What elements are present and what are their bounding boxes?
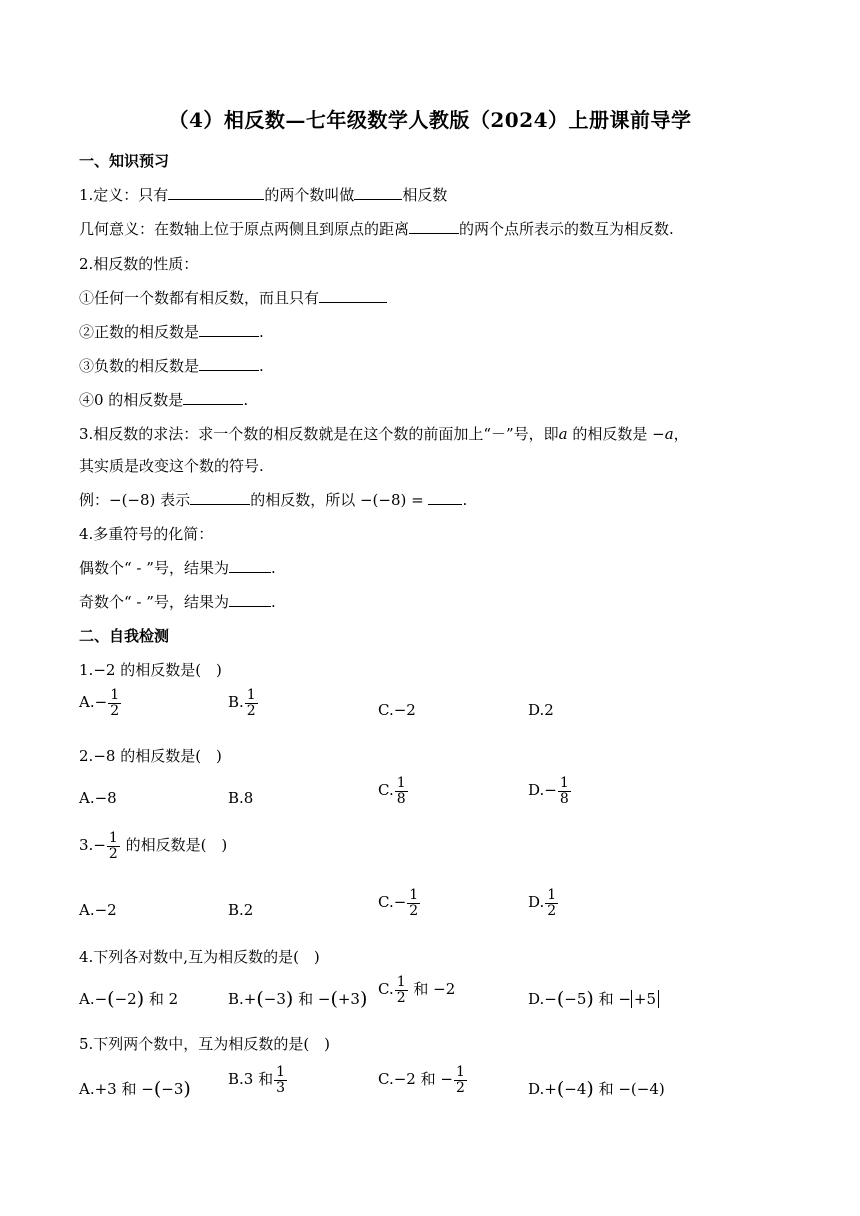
right-paren: ) — [359, 988, 368, 1010]
numerator: 1 — [246, 687, 256, 703]
option-text: 和 −(−4) — [593, 1080, 665, 1098]
q4-option-d[interactable] — [528, 988, 659, 1010]
q3-option-b[interactable]: B.2 — [228, 901, 254, 919]
left-paren: ( — [556, 1078, 565, 1100]
minus-sign: − — [393, 893, 407, 912]
fraction — [107, 831, 120, 861]
fraction — [108, 688, 121, 718]
numerator: 1 — [276, 1064, 286, 1080]
fraction — [395, 975, 408, 1005]
numerator: 1 — [396, 974, 406, 990]
numerator: 1 — [108, 830, 118, 846]
page-title: （4）相反数—七年级数学人教版（2024）上册课前导学 — [168, 108, 692, 132]
definition-text-a: 1.定义：只有 — [79, 186, 169, 204]
geometric-text-b: 的两个点所表示的数互为相反数. — [459, 220, 674, 238]
denominator: 3 — [276, 1079, 286, 1096]
definition-text-b: 的两个数叫做 — [264, 186, 355, 204]
minus-sign: − — [93, 836, 106, 855]
even-text: 偶数个“ - ”号，结果为 — [79, 559, 229, 577]
period: . — [243, 391, 249, 409]
period: . — [270, 593, 276, 611]
q5-option-b[interactable] — [228, 1065, 288, 1095]
section-heading-preview: 一、知识预习 — [79, 152, 170, 170]
question-number: 2. — [79, 747, 94, 765]
numerator: 1 — [409, 887, 419, 903]
option-label: B. — [228, 693, 244, 712]
period: . — [462, 491, 468, 509]
fill-blank[interactable] — [229, 592, 271, 607]
question-number: 1. — [79, 661, 94, 679]
paren-content: −5 — [564, 990, 587, 1008]
numerator: 1 — [110, 687, 120, 703]
denominator: 2 — [409, 902, 419, 919]
fraction — [274, 1065, 287, 1095]
left-paren: ( — [330, 988, 338, 1010]
q1-option-b[interactable] — [228, 688, 259, 718]
right-paren: ) — [285, 988, 294, 1010]
fill-blank[interactable] — [354, 185, 402, 200]
q1-option-a[interactable] — [79, 688, 122, 718]
fill-blank[interactable] — [319, 288, 387, 303]
denominator: 8 — [396, 790, 406, 807]
left-paren: ( — [556, 988, 565, 1010]
denominator: 2 — [396, 989, 406, 1006]
q4-option-c[interactable] — [378, 975, 455, 1005]
q2-option-d[interactable] — [528, 776, 572, 806]
properties-heading: 2.相反数的性质： — [79, 255, 199, 273]
example-text-c: 的相反数，所以 — [250, 491, 360, 509]
option-label: A.− — [79, 990, 108, 1008]
property-text: ④0 的相反数是 — [79, 391, 184, 409]
denominator: 2 — [108, 845, 118, 862]
method-text-a: 3.相反数的求法：求一个数的相反数就是在这个数的前面加上“－”号，即 — [79, 425, 559, 443]
option-label: C. — [378, 893, 394, 912]
question-1-stem — [79, 659, 222, 680]
geometric-meaning-line — [79, 218, 674, 239]
question-5-stem: 5.下列两个数中，互为相反数的是( ) — [79, 1035, 331, 1053]
definition-line — [79, 184, 447, 205]
section-heading-self-check: 二、自我检测 — [79, 627, 170, 645]
definition-text-c: 相反数 — [402, 186, 448, 204]
variable-a: a — [558, 425, 568, 443]
numerator: 1 — [455, 1064, 465, 1080]
period: . — [270, 559, 276, 577]
property-3 — [79, 355, 264, 376]
fraction — [545, 888, 558, 918]
left-paren: ( — [153, 1078, 162, 1100]
question-text: 的相反数是( ) — [120, 836, 228, 855]
denominator: 2 — [110, 702, 120, 719]
q1-option-c[interactable]: C.−2 — [378, 701, 416, 719]
option-label: B.3 和 — [228, 1070, 274, 1089]
paren-content: −4 — [564, 1080, 587, 1098]
option-label: D. — [528, 781, 545, 800]
option-label: D.+ — [528, 1080, 557, 1098]
geometric-text-a: 几何意义：在数轴上位于原点两侧且到原点的距离 — [79, 220, 410, 238]
question-number: 3. — [79, 836, 94, 855]
right-paren: ) — [183, 1078, 191, 1100]
minus-sign: − — [440, 1070, 453, 1089]
fill-blank[interactable] — [229, 558, 271, 573]
option-label: A.+3 和 − — [79, 1080, 154, 1098]
property-text: ①任何一个数都有相反数，而且只有 — [79, 289, 320, 307]
paren-content: +3 — [337, 990, 360, 1008]
question-number-value: −2 — [93, 661, 116, 679]
question-4-stem: 4.下列各对数中,互为相反数的是( ) — [79, 948, 320, 966]
example-expression-2: −(−8) = — [359, 491, 424, 509]
fill-blank[interactable] — [168, 185, 264, 200]
option-label: A. — [79, 693, 95, 712]
numerator: 1 — [547, 887, 557, 903]
q4-option-b[interactable] — [228, 988, 367, 1010]
fill-blank[interactable] — [183, 390, 243, 405]
method-text-b: 的相反数是 — [567, 425, 653, 443]
numerator: 1 — [559, 775, 569, 791]
fraction — [395, 776, 408, 806]
absolute-value: +5 — [631, 990, 659, 1008]
denominator: 2 — [547, 902, 557, 919]
example-text-b: 表示 — [155, 491, 191, 509]
left-paren: ( — [107, 988, 115, 1010]
q5-option-d[interactable] — [528, 1078, 665, 1100]
left-paren: ( — [256, 988, 264, 1010]
method-line-2: 其实质是改变这个数的符号. — [79, 457, 264, 475]
option-label: D.− — [528, 990, 557, 1008]
q1-option-d[interactable]: D.2 — [528, 701, 554, 719]
right-paren: ) — [586, 1078, 594, 1100]
minus-sign: − — [544, 781, 557, 800]
option-text: 和 −2 — [408, 980, 456, 999]
right-paren: ) — [586, 988, 594, 1010]
option-label: C. — [378, 980, 394, 999]
option-label: C. — [378, 781, 394, 800]
fraction — [454, 1065, 467, 1095]
option-label: C.−2 和 — [378, 1070, 441, 1089]
fill-blank[interactable] — [190, 490, 250, 505]
paren-content: −3 — [161, 1080, 184, 1098]
paren-content: −3 — [263, 990, 286, 1008]
denominator: 2 — [455, 1079, 465, 1096]
right-paren: ) — [136, 988, 145, 1010]
option-text: 和 − — [593, 990, 631, 1008]
period: . — [259, 323, 264, 341]
option-text: 和 − — [293, 990, 331, 1008]
fill-blank[interactable] — [199, 322, 259, 337]
q5-option-c[interactable] — [378, 1065, 468, 1095]
option-label: B.+ — [228, 990, 257, 1008]
numerator: 1 — [396, 775, 406, 791]
example-expression: −(−8) — [109, 491, 156, 509]
odd-sign-line — [79, 591, 276, 612]
method-text-c: ， — [673, 425, 689, 443]
multi-sign-heading: 4.多重符号的化简： — [79, 525, 214, 543]
fraction — [558, 776, 571, 806]
negative-a: −a — [652, 425, 674, 443]
q2-option-a[interactable]: A.−8 — [79, 789, 117, 807]
q5-option-a[interactable] — [79, 1078, 191, 1100]
q4-option-a[interactable] — [79, 988, 178, 1010]
q3-option-c[interactable] — [378, 888, 421, 918]
odd-text: 奇数个“ - ”号，结果为 — [79, 593, 229, 611]
question-3-stem — [79, 831, 227, 861]
denominator: 2 — [246, 702, 256, 719]
denominator: 8 — [559, 790, 569, 807]
fill-blank[interactable] — [428, 490, 462, 505]
question-text: 的相反数是( ) — [115, 661, 222, 679]
example-line — [79, 489, 467, 510]
option-label: D. — [528, 893, 545, 912]
property-1 — [79, 287, 387, 308]
even-sign-line — [79, 557, 276, 578]
period: . — [259, 357, 264, 375]
fraction — [245, 688, 258, 718]
q2-option-c[interactable] — [378, 776, 409, 806]
property-text: ②正数的相反数是 — [79, 323, 200, 341]
q3-option-d[interactable] — [528, 888, 559, 918]
option-text: 和 2 — [144, 990, 179, 1008]
q2-option-b[interactable]: B.8 — [228, 789, 254, 807]
question-text: 的相反数是( ) — [115, 747, 222, 765]
fraction — [407, 888, 420, 918]
property-2 — [79, 321, 264, 342]
q3-option-a[interactable]: A.−2 — [79, 901, 117, 919]
property-4 — [79, 389, 248, 410]
property-text: ③负数的相反数是 — [79, 357, 200, 375]
fill-blank[interactable] — [409, 219, 459, 234]
method-line — [79, 423, 689, 444]
example-label: 例： — [79, 491, 110, 509]
paren-content: −2 — [114, 990, 137, 1008]
question-number-value: −8 — [93, 747, 116, 765]
minus-sign: − — [94, 693, 108, 712]
question-2-stem — [79, 745, 222, 766]
fill-blank[interactable] — [199, 356, 259, 371]
